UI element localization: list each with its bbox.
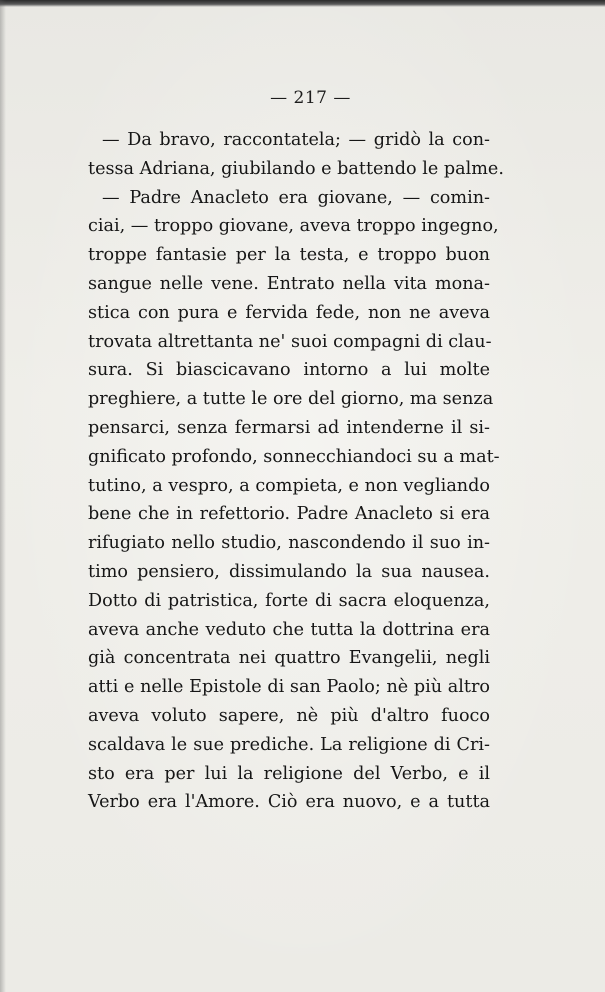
text-line: sangue nelle vene. Entrato nella vita mona- bbox=[88, 273, 490, 294]
text-line: timo pensiero, dissimulando la sua nausea. bbox=[88, 561, 490, 582]
text-line: bene che in refettorio. Padre Anacleto si era bbox=[88, 504, 490, 525]
text-line: ciai, — troppo giovane, aveva troppo ingegno, bbox=[88, 216, 499, 237]
text-line: troppe fantasie per la testa, e troppo buon bbox=[88, 245, 490, 266]
page-left-shadow bbox=[0, 0, 6, 992]
text-line: Dotto di patristica, forte di sacra eloquenza, bbox=[88, 590, 490, 611]
text-line: pensarci, senza fermarsi ad intenderne il si- bbox=[88, 417, 490, 438]
text-line: tutino, a vespro, a compieta, e non vegliando bbox=[88, 475, 490, 496]
text-line: aveva anche veduto che tutta la dottrina era bbox=[88, 619, 490, 640]
text-line: già concentrata nei quattro Evangelii, negli bbox=[88, 648, 490, 669]
text-line: aveva voluto sapere, nè più d'altro fuoco bbox=[88, 705, 490, 726]
text-line: — Padre Anacleto era giovane, — comin- bbox=[102, 187, 490, 208]
text-line: gnificato profondo, sonnecchiandoci su a mat- bbox=[88, 446, 500, 467]
text-line: scaldava le sue prediche. La religione di Cri- bbox=[88, 734, 490, 755]
text-line: Verbo era l'Amore. Ciò era nuovo, e a tutta bbox=[88, 792, 490, 813]
text-line: preghiere, a tutte le ore del giorno, ma senza bbox=[88, 389, 494, 410]
page-top-shadow bbox=[0, 0, 605, 7]
page-number: — 217 — bbox=[270, 88, 351, 108]
body-text bbox=[88, 126, 504, 817]
text-line: trovata altrettanta ne' suoi compagni di clau- bbox=[88, 331, 492, 352]
text-line: stica con pura e fervida fede, non ne aveva bbox=[88, 302, 490, 323]
text-line: sura. Si biascicavano intorno a lui molte bbox=[88, 360, 490, 381]
text-line: rifugiato nello studio, nascondendo il suo in- bbox=[88, 533, 490, 554]
text-line: — Da bravo, raccontatela; — gridò la con- bbox=[102, 130, 490, 150]
text-line: atti e nelle Epistole di san Paolo; nè più altro bbox=[88, 677, 490, 698]
text-line: sto era per lui la religione del Verbo, e il bbox=[88, 763, 490, 784]
text-line: tessa Adriana, giubilando e battendo le palme. bbox=[88, 158, 504, 179]
